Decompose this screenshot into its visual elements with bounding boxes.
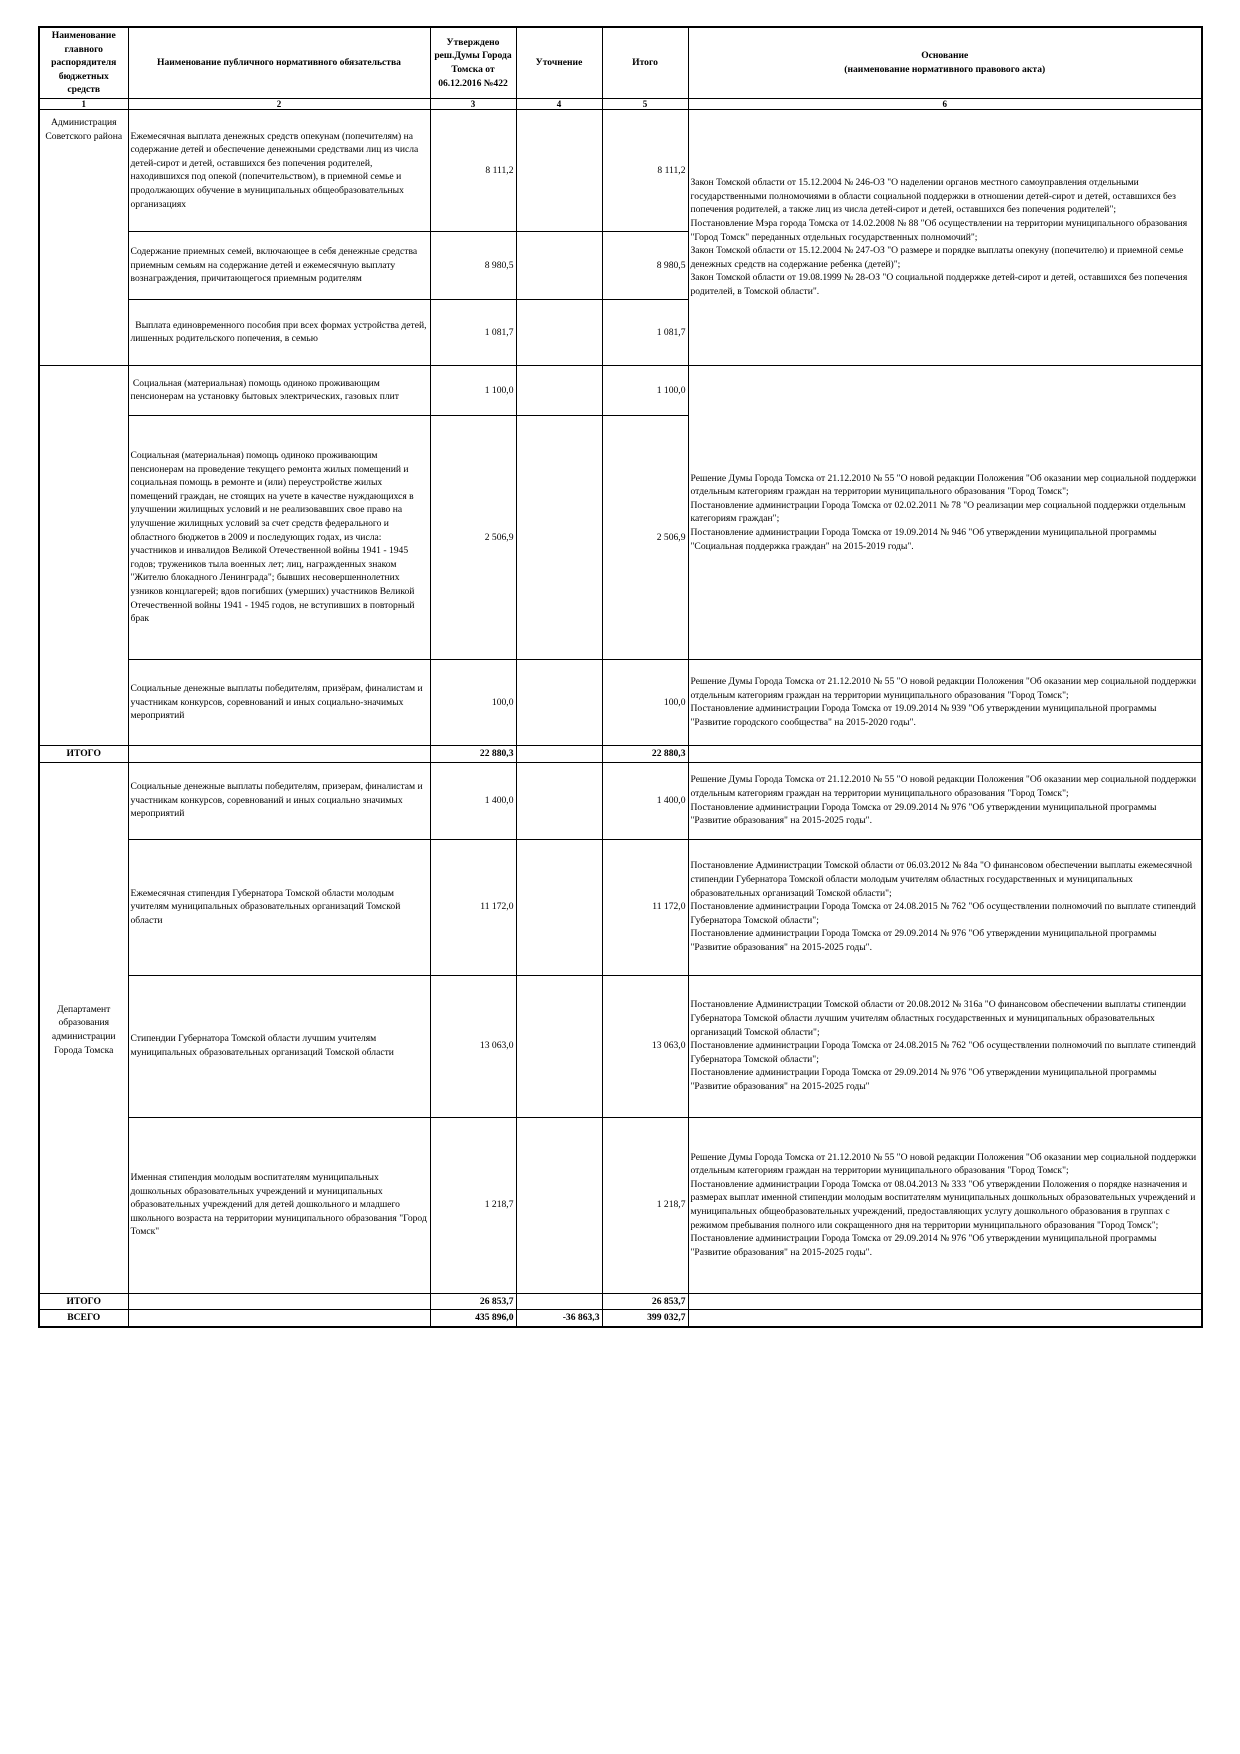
- grand-total-approved: 435 896,0: [430, 1310, 516, 1327]
- approved-value: 13 063,0: [430, 975, 516, 1117]
- total-value: 1 100,0: [602, 365, 688, 415]
- header-col6: [688, 27, 1202, 98]
- table-row: [39, 762, 1202, 839]
- obligation-name: Стипендии Губернатора Томской области лучшим учителям муниципальных образовательных организаций Томской области: [128, 975, 430, 1117]
- subtotal-empty: [128, 1293, 430, 1310]
- grand-total-row: [39, 1310, 1202, 1327]
- adjustment-value: [516, 839, 602, 975]
- index-cell: 2: [128, 98, 430, 109]
- approved-value: 11 172,0: [430, 839, 516, 975]
- header-col2: Наименование публичного нормативного обязательства: [128, 27, 430, 98]
- grand-total-adjustment: -36 863,3: [516, 1310, 602, 1327]
- grand-total-label: ВСЕГО: [39, 1310, 128, 1327]
- total-value: 1 400,0: [602, 762, 688, 839]
- obligation-name: Содержание приемных семей, включающее в себя денежные средства приемным семьям на содержание детей и ежемесячную выплату вознаграждения, причитающегося приемным родителям: [128, 231, 430, 299]
- adjustment-value: [516, 109, 602, 231]
- total-value: 13 063,0: [602, 975, 688, 1117]
- header-col6-subtitle: (наименование нормативного правового акта): [844, 63, 1046, 75]
- legal-basis-cell: Постановление Администрации Томской области от 20.08.2012 № 316а "О финансовом обеспечении выплаты стипендии Губернатора Томской области лучшим учителям областных государственных и муниципальных образовательных организаций Томской области"; Постановление администрации Города Томска от 24.08.2015 № 762 "Об осуществлении полномочий по выплате стипендий Губернатора Томской области"; Постановление администрации Города Томска от 29.09.2014 № 976 "Об утверждении муниципальной программы "Развитие образования" на 2015-2025 годы": [688, 975, 1202, 1117]
- header-col5: Итого: [602, 27, 688, 98]
- subtotal-adjustment: [516, 745, 602, 762]
- org-name-cell: Департамент образования администрации Города Томска: [39, 762, 128, 1293]
- adjustment-value: [516, 975, 602, 1117]
- subtotal-adjustment: [516, 1293, 602, 1310]
- header-col1: Наименование главного распорядителя бюджетных средств: [39, 27, 128, 98]
- subtotal-basis: [688, 1293, 1202, 1310]
- approved-value: 1 400,0: [430, 762, 516, 839]
- table-row: [39, 975, 1202, 1117]
- table-row: [39, 1117, 1202, 1293]
- table-row: [39, 109, 1202, 231]
- header-col4: Уточнение: [516, 27, 602, 98]
- approved-value: 1 218,7: [430, 1117, 516, 1293]
- index-row: [39, 98, 1202, 109]
- total-value: 8 111,2: [602, 109, 688, 231]
- total-value: 1 218,7: [602, 1117, 688, 1293]
- subtotal-row: [39, 745, 1202, 762]
- adjustment-value: [516, 659, 602, 745]
- obligation-name: Социальные денежные выплаты победителям, призерам, финалистам и участникам конкурсов, соревнований и иных социально значимых мероприятий: [128, 762, 430, 839]
- total-value: 8 980,5: [602, 231, 688, 299]
- subtotal-empty: [128, 745, 430, 762]
- index-cell: 3: [430, 98, 516, 109]
- grand-total-basis: [688, 1310, 1202, 1327]
- adjustment-value: [516, 299, 602, 365]
- legal-basis-cell: Решение Думы Города Томска от 21.12.2010 № 55 "О новой редакции Положения "Об оказании мер социальной поддержки отдельным категориям граждан на территории муниципального образования "Город Томск"; Постановление администрации Города Томска от 08.04.2013 № 333 "Об утверждении Положения о порядке назначения и размерах выплат именной стипендии молодым воспитателям муниципальных дошкольных образовательных учреждений и муниципальных общеобразовательных учреждений, предоставляющих услугу дошкольного образования в группах с режимом пребывания полного или сокращенного дня на территории муниципального образования "Город Томск"; Постановление администрации Города Томска от 29.09.2014 № 976 "Об утверждении муниципальной программы "Развитие образования" на 2015-2025 годы".: [688, 1117, 1202, 1293]
- subtotal-total: 22 880,3: [602, 745, 688, 762]
- total-value: 11 172,0: [602, 839, 688, 975]
- table-row: [39, 659, 1202, 745]
- approved-value: 2 506,9: [430, 415, 516, 659]
- subtotal-approved: 22 880,3: [430, 745, 516, 762]
- obligation-name: Выплата единовременного пособия при всех формах устройства детей, лишенных родительского попечения, в семью: [128, 299, 430, 365]
- header-col6-title: Основание: [921, 50, 969, 62]
- legal-basis-cell: Постановление Администрации Томской области от 06.03.2012 № 84а "О финансовом обеспечении выплаты ежемесячной стипендии Губернатора Томской области молодым учителям областных государственных и муниципальных образовательных организаций Томской области"; Постановление администрации Города Томска от 24.08.2015 № 762 "Об осуществлении полномочий по выплате стипендий Губернатора Томской области"; Постановление администрации Города Томска от 29.09.2014 № 976 "Об утверждении муниципальной программы "Развитие образования" на 2015-2025 годы".: [688, 839, 1202, 975]
- obligation-name: Социальная (материальная) помощь одиноко проживающим пенсионерам на проведение текущего ремонта жилых помещений и социальная помощь в ремонте и (или) переустройстве жилых помещений граждан, не стоящих на учете в качестве нуждающихся в улучшении жилищных условий и не реализовавших свое право на улучшение жилищных условий за счет средств федерального и областного бюджетов в 2009 и последующих годах, из числа: участников и инвалидов Великой Отечественной войны 1941 - 1945 годов; тружеников тыла военных лет; лиц, награжденных знаком "Жителю блокадного Ленинграда"; бывших несовершеннолетних узников концлагерей; вдов погибших (умерших) участников Великой Отечественной войны 1941 - 1945 годов, не вступивших в повторный брак: [128, 415, 430, 659]
- table-row: [39, 839, 1202, 975]
- subtotal-row: [39, 1293, 1202, 1310]
- subtotal-label: ИТОГО: [39, 745, 128, 762]
- subtotal-total: 26 853,7: [602, 1293, 688, 1310]
- total-value: 2 506,9: [602, 415, 688, 659]
- obligation-name: Ежемесячная стипендия Губернатора Томской области молодым учителям муниципальных образовательных организаций Томской области: [128, 839, 430, 975]
- legal-basis-cell: Решение Думы Города Томска от 21.12.2010 № 55 "О новой редакции Положения "Об оказании мер социальной поддержки отдельным категориям граждан на территории муниципального образования "Город Томск"; Постановление администрации Города Томска от 02.02.2011 № 78 "О реализации мер социальной поддержки отдельным категориям граждан"; Постановление администрации Города Томска от 19.09.2014 № 946 "Об утверждении муниципальной программы "Социальная поддержка граждан" на 2015-2019 годы".: [688, 365, 1202, 659]
- obligation-name: Ежемесячная выплата денежных средств опекунам (попечителям) на содержание детей и обеспечение денежными средствами лиц из числа детей-сирот и детей, оставшихся без попечения родителей, находившихся под опекой (попечительством), в приемной семье и продолжающих обучение в муниципальных общеобразовательных организациях: [128, 109, 430, 231]
- index-cell: 6: [688, 98, 1202, 109]
- approved-value: 8 111,2: [430, 109, 516, 231]
- table-row: [39, 365, 1202, 415]
- subtotal-approved: 26 853,7: [430, 1293, 516, 1310]
- header-col3: Утверждено реш.Думы Города Томска от 06.12.2016 №422: [430, 27, 516, 98]
- header-row: [39, 27, 1202, 98]
- legal-basis-cell: Решение Думы Города Томска от 21.12.2010 № 55 "О новой редакции Положения "Об оказании мер социальной поддержки отдельным категориям граждан на территории муниципального образования "Город Томск"; Постановление администрации Города Томска от 19.09.2014 № 939 "Об утверждении муниципальной программы "Развитие городского сообщества" на 2015-2020 годы".: [688, 659, 1202, 745]
- total-value: 1 081,7: [602, 299, 688, 365]
- legal-basis-cell: Закон Томской области от 15.12.2004 № 246-ОЗ "О наделении органов местного самоуправления отдельными государственными полномочиями в области социальной поддержки в отношении детей-сирот и детей, оставшихся без попечения родителей, а также лиц из числа детей-сирот и детей, оставшихся без попечения родителей"; Постановление Мэра города Томска от 14.02.2008 № 88 "Об осуществлении на территории муниципального образования "Город Томск" переданных отдельных государственных полномочий"; Закон Томской области от 15.12.2004 № 247-ОЗ "О размере и порядке выплаты опекуну (попечителю) и приемной семье денежных средств на содержание ребенка (детей)"; Закон Томской области от 19.08.1999 № 28-ОЗ "О социальной поддержке детей-сирот и детей, оставшихся без попечения родителей, в Томской области".: [688, 109, 1202, 365]
- org-name-cell-empty: [39, 365, 128, 745]
- adjustment-value: [516, 365, 602, 415]
- approved-value: 1 081,7: [430, 299, 516, 365]
- approved-value: 1 100,0: [430, 365, 516, 415]
- approved-value: 8 980,5: [430, 231, 516, 299]
- grand-total-empty: [128, 1310, 430, 1327]
- legal-basis-cell: Решение Думы Города Томска от 21.12.2010 № 55 "О новой редакции Положения "Об оказании мер социальной поддержки отдельным категориям граждан на территории муниципального образования "Город Томск"; Постановление администрации Города Томска от 29.09.2014 № 976 "Об утверждении муниципальной программы "Развитие образования" на 2015-2025 годы".: [688, 762, 1202, 839]
- adjustment-value: [516, 415, 602, 659]
- subtotal-label: ИТОГО: [39, 1293, 128, 1310]
- obligations-table: [38, 26, 1203, 1328]
- obligation-name: Социальные денежные выплаты победителям, призёрам, финалистам и участникам конкурсов, соревнований и иных социально-значимых мероприятий: [128, 659, 430, 745]
- org-name-cell: Администрация Советского района: [39, 109, 128, 365]
- budget-obligations-sheet: [38, 26, 1201, 1328]
- total-value: 100,0: [602, 659, 688, 745]
- adjustment-value: [516, 1117, 602, 1293]
- obligation-name: Именная стипендия молодым воспитателям муниципальных дошкольных образовательных учреждений и муниципальных образовательных учреждений для детей дошкольного и младшего школьного возраста на территории муниципального образования "Город Томск": [128, 1117, 430, 1293]
- subtotal-basis: [688, 745, 1202, 762]
- adjustment-value: [516, 231, 602, 299]
- grand-total-total: 399 032,7: [602, 1310, 688, 1327]
- index-cell: 5: [602, 98, 688, 109]
- index-cell: 4: [516, 98, 602, 109]
- adjustment-value: [516, 762, 602, 839]
- index-cell: 1: [39, 98, 128, 109]
- obligation-name: Социальная (материальная) помощь одиноко проживающим пенсионерам на установку бытовых электрических, газовых плит: [128, 365, 430, 415]
- approved-value: 100,0: [430, 659, 516, 745]
